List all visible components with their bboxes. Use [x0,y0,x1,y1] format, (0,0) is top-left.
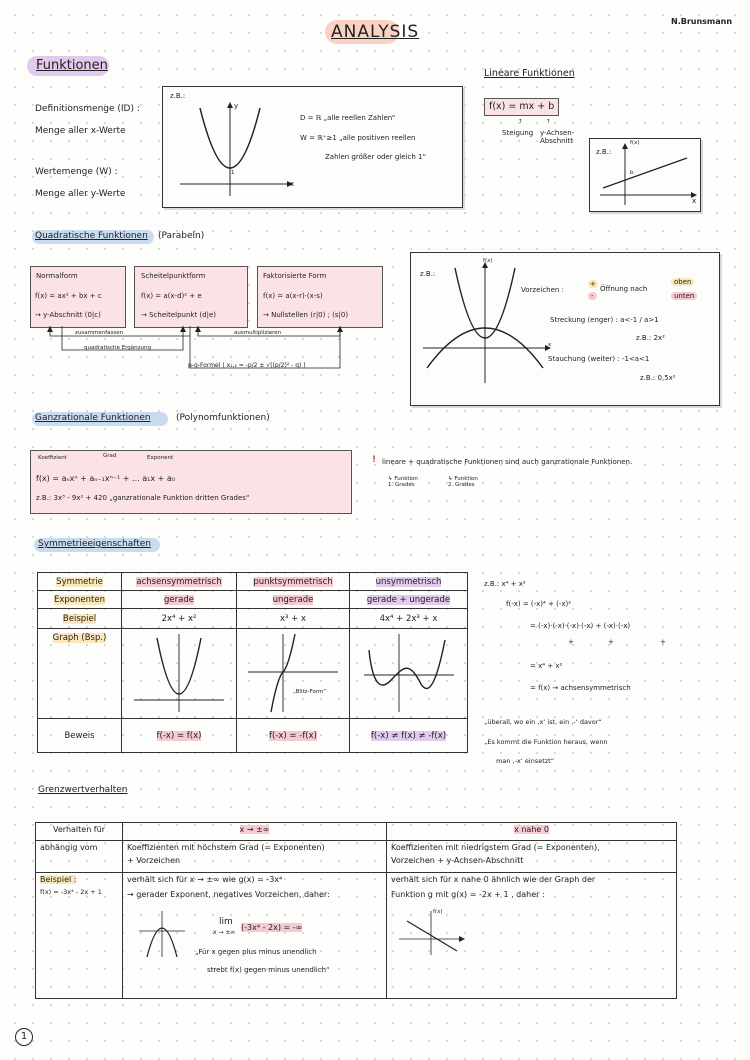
streckung: Streckung (enger) : a<-1 / a>1 [550,316,659,324]
grenzwert-table [35,822,677,999]
w-line: W = ℝ⁺≥1 „alle positiven reellen [300,134,416,142]
grenzwert-graph-2 [397,907,467,957]
defmenge-desc: Menge aller x-Werte [35,126,126,136]
sym-col0-bsp: 2x⁴ + x² [122,609,237,629]
oeffnung-unten: unten [671,292,697,300]
linear-example-label: z.B.: [596,148,612,156]
linear-arrow-b: ↑ [546,119,551,125]
ganzrational-formula: f(x) = aₙxⁿ + aₙ₋₁xⁿ⁻¹ + ... a₁x + a₀ [36,474,175,483]
scheitelform-note: → Scheitelpunkt (d|e) [141,311,216,319]
symmetrie-table [37,572,468,753]
sym-row-label-1: Exponenten [38,591,122,609]
sym-row-label-0: Symmetrie [38,573,122,591]
parabolas-axis-x: x [548,342,552,348]
page-number: 1 [15,1028,33,1046]
vorzeichen-plus: + [590,280,596,288]
faktorform-formula: f(x) = a(x-r)·(x-s) [263,292,323,300]
sym-calc-0: z.B.: x⁴ + x² [484,580,526,588]
sym-row-label-2: Beispiel [38,609,122,629]
linear-graph [595,140,699,208]
vorzeichen-minus: - [588,292,597,300]
parabola-box-label: z.B.: [420,270,436,278]
sym-col0-exp: gerade [122,591,237,609]
gr-col1-head: x → ±∞ [123,823,387,841]
sym-calc-3: = x⁴ + x² [530,662,563,670]
defmenge-label: Definitionsmenge (ID) : [35,104,140,114]
linear-point-b: b [630,170,634,176]
sym-row-label-3: Graph (Bsp.) [38,629,122,719]
parabola-axis-x: x [290,180,295,188]
sym-calc-1: f(-x) = (-x)⁴ + (-x)² [506,600,572,608]
page-title: ANALYSIS [331,22,420,42]
wertemenge-desc: Menge aller y-Werte [35,189,126,199]
funktionen-heading: Funktionen [36,58,108,73]
grenzwert-graph-1 [137,909,187,959]
gr-row1-label: Verhalten für [36,823,123,841]
sym-col1-beweis: f(-x) = -f(x) [237,719,350,753]
sym-col1-exp: ungerade [237,591,350,609]
sym-calc-4: = f(x) → achsensymmetrisch [530,684,631,692]
scheitelform-title: Scheitelpunktform [141,272,206,280]
ganzrational-example: z.B.: 3x³ - 9x² + 420 „ganzrationale Funktion dritten Grades“ [36,494,250,502]
gr-col2-example: verhält sich für x nahe 0 ähnlich wie der Graph der Funktion g mit g(x) = -2x + 1 , daher : f(x) [387,873,677,999]
sym-note-3: man ‚-x‘ einsetzt“ [496,757,555,765]
ganzrational-note: lineare + quadratische Funktionen sind auch ganzrationale Funktionen. [382,458,633,466]
graph-achsensymmetrisch [129,630,229,714]
sym-col2-sym: unsymmetrisch [350,573,468,591]
symmetrie-heading: Symmetrieeigenschaften [38,539,152,549]
sym-note-2: „Es kommt die Funktion heraus, wenn [484,738,608,746]
linear-label-b: y-Achsen-Abschnitt [540,129,575,146]
conversion-label-2: quadratische Ergänzung [84,345,151,351]
gr-row2-label: Beispiel : f(x) = -3x⁴ - 2x + 1 [36,873,123,999]
sym-col2-bsp: 4x⁴ + 2x³ + x [350,609,468,629]
sym-col2-graph [350,629,468,719]
ganzrational-note-sub2: ↳ Funktion 2. Grades [448,476,478,488]
wertemenge-label: Wertemenge (W) : [35,167,118,177]
streckung-example: z.B.: 2x² [636,334,665,342]
d-line: D = ℝ „alle reellen Zahlen“ [300,114,396,122]
linear-axis-x: x [692,197,697,205]
gr-col1-dep: Koeffizienten mit höchstem Grad (= Exponenten) + Vorzeichen [123,841,387,873]
sym-row-label-4: Beweis [38,719,122,753]
faktorform-note: → Nullstellen (r|0) ; (s|0) [263,311,349,319]
linear-axis-f: f(x) [630,140,640,146]
sym-col0-graph [122,629,237,719]
gr-col1-example: verhält sich für x → ±∞ wie g(x) = -3x⁴ → gerader Exponent, negatives Vorzeichen, daher: lim x → ±∞ (-3x⁴ - 2x) = -∞ „Für x gegen plus minus unendlich strebt f(x) gegen minus unendlich“ [123,873,387,999]
label-exponent: Exponent [147,455,174,461]
plus-mark-1: + [568,638,574,646]
author: N.Brunsmann [671,17,733,26]
graph-unsymmetrisch [359,630,459,714]
conversion-label-3: ausmultiplizieren [234,330,282,336]
faktorform-title: Faktorisierte Form [263,272,327,280]
gr-col2-head: x nahe 0 [387,823,677,841]
conversion-label-1: zusammenfassen [75,330,124,336]
w-line-2: Zahlen größer oder gleich 1“ [325,153,427,161]
sym-col1-graph [237,629,350,719]
linear-heading: Lineare Funktionen [484,68,575,79]
linear-formula: f(x) = mx + b [484,98,559,116]
sym-col2-beweis: f(-x) ≠ f(x) ≠ -f(x) [350,719,468,753]
parabolas-graph [415,258,555,388]
stauchung: Stauchung (weiter) : -1<a<1 [548,355,650,363]
quadratic-heading-paren: (Parabeln) [158,231,205,241]
parabolas-axis-f: f(x) [483,258,493,264]
plus-mark-2: + [608,638,614,646]
sym-col1-sym: punktsymmetrisch [237,573,350,591]
normalform-formula: f(x) = ax² + bx + c [35,292,102,300]
normalform-title: Normalform [36,272,78,280]
ganzrational-note-sub1: ↳ Funktion 1. Grades [388,476,418,488]
quadratic-heading: Quadratische Funktionen [35,231,148,241]
scheitelform-formula: f(x) = a(x-d)² + e [141,292,202,300]
oeffnung-label: Öffnung nach [600,285,648,293]
ganzrational-note-excl: ! [372,455,377,465]
linear-label-m: Steigung [502,129,534,137]
sym-note-1: „überall, wo ein ‚x‘ ist, ein ‚-‘ davor“ [484,718,602,726]
sym-col0-beweis: f(-x) = f(x) [122,719,237,753]
grenzwert-heading: Grenzwertverhalten [38,785,128,795]
parabola-graph [175,98,295,198]
label-grad: Grad [103,453,117,459]
sym-col2-exp: gerade + ungerade [350,591,468,609]
sym-col0-sym: achsensymmetrisch [122,573,237,591]
normalform-note: → y-Abschnitt (0|c) [35,311,101,319]
gr-row1b-label: abhängig vom [36,841,123,873]
stauchung-example: z.B.: 0,5x² [640,374,676,382]
funktionen-example-label: z.B.: [170,92,186,100]
sym-calc-2: = (-x)·(-x)·(-x)·(-x) + (-x)·(-x) [530,622,631,630]
ganzrational-heading-paren: (Polynomfunktionen) [176,413,270,423]
gr-col2-dep: Koeffizienten mit niedrigstem Grad (= Exponenten), Vorzeichen + y-Achsen-Abschnitt [387,841,677,873]
parabola-axis-y: y [234,102,239,110]
pq-formula: p-q-Formel ( x₁,₂ = -p/2 ± √((p/2)² - q) ) [188,362,306,369]
plus-mark-3: + [660,638,666,646]
label-koeffizient: Koeffizient [38,455,67,461]
vorzeichen-label: Vorzeichen : [521,286,564,294]
parabola-point: 1 [231,170,235,176]
ganzrational-heading: Ganzrationale Funktionen [35,413,151,423]
sym-col1-bsp: x³ + x [237,609,350,629]
oeffnung-oben: oben [671,278,694,286]
graph-punktsymmetrisch [243,630,343,714]
linear-arrow-m: ↑ [518,119,523,125]
blitz-label: „Blitz-Form“ [293,689,327,695]
